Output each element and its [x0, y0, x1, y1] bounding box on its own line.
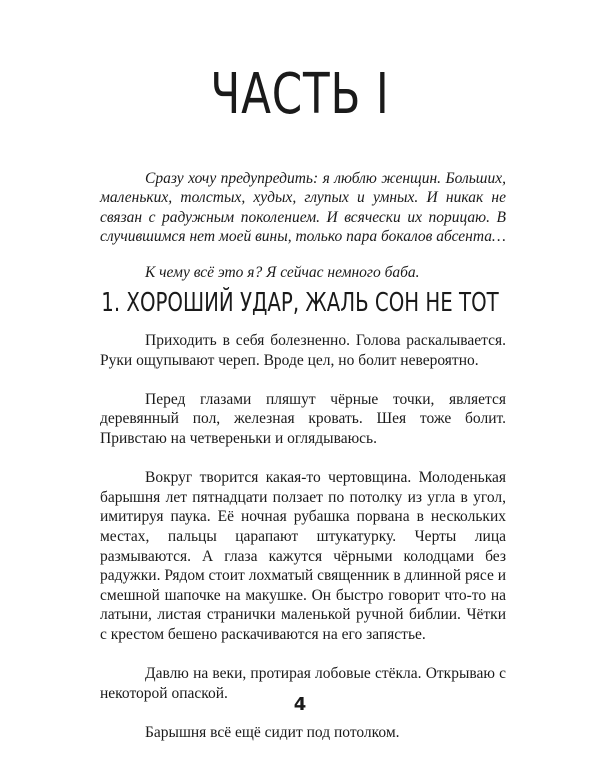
- epigraph-paragraph: К чему всё это я? Я сейчас немного баба.: [145, 263, 420, 281]
- chapter-title: 1. ХОРОШИЙ УДАР, ЖАЛЬ СОН НЕ ТОТ: [101, 288, 499, 318]
- part-title: ЧАСТЬ I: [210, 62, 390, 127]
- body-paragraph: Давлю на веки, протирая лобовые стёкла. Открываю с некоторой опаской.: [100, 665, 506, 702]
- epigraph: [100, 153, 506, 298]
- body-paragraph: Вокруг творится какая-то чертовщина. Молоденькая барышня лет пятнадцати ползает по потолку из угла в угол, имитируя паука. Её ночная рубашка порвана в нескольких местах, пальцы царапают штукатурку. Черты лица размываются. А глаза кажутся чёрными колодцами без радужки. Рядом стоит лохматый священник в длинной рясе и смешной шапочке на макушке. Он быстро говорит что-то на латыни, листая странички маленькой ручной библии. Чётки с крестом бешено раскачиваются на его запястье.: [100, 469, 506, 643]
- body-paragraph: Приходить в себя болезненно. Голова раскалывается. Руки ощупывают череп. Вроде цел, но болит невероятно.: [100, 332, 506, 369]
- page-number: 4: [293, 694, 307, 715]
- epigraph-paragraph: Сразу хочу предупредить: я люблю женщин. Больших, маленьких, толстых, худых, глупых и умных. И никак не связан с радужным поколением. И всячески их порицаю. В случившимся нет моей вины, только пара бокалов абсента…: [100, 169, 506, 245]
- body-paragraph: Перед глазами пляшут чёрные точки, является деревянный пол, железная кровать. Шея тоже болит. Привстаю на четвереньки и оглядываюсь.: [100, 390, 506, 447]
- body-paragraph: Барышня всё ещё сидит под потолком.: [145, 723, 400, 741]
